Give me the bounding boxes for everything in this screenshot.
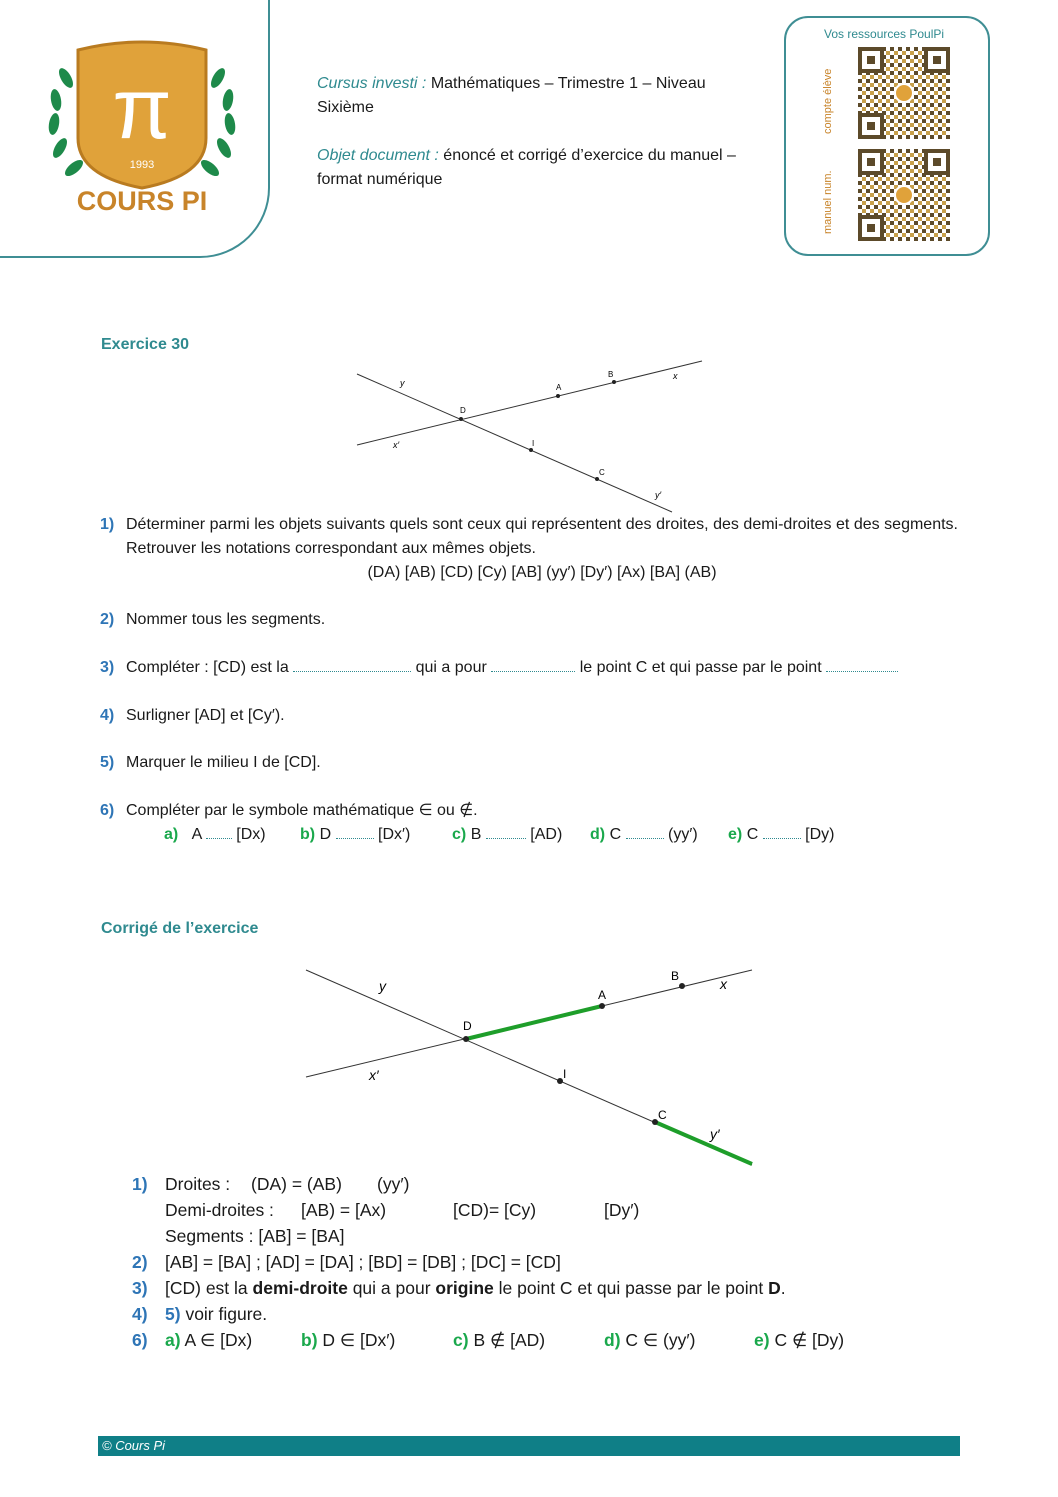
label-B: B [608, 370, 614, 379]
question-4 [100, 704, 958, 728]
line-xx-prime [357, 361, 702, 445]
item-post: (yy′) [668, 826, 698, 843]
item-pre: A [191, 826, 202, 843]
line-yy-prime [357, 374, 672, 512]
item-letter: a) [164, 826, 179, 843]
item-letter: d) [604, 1330, 621, 1350]
question-2 [100, 608, 958, 632]
label-B: B [671, 969, 680, 983]
a6-item-e [754, 1327, 844, 1353]
answer-number: 4) [132, 1304, 148, 1324]
point-A [599, 1003, 605, 1009]
footer-copyright: © Cours Pi [102, 1438, 166, 1453]
q6-item-c [452, 823, 590, 847]
droites-value-2: (yy′) [377, 1174, 410, 1194]
label-C: C [658, 1108, 667, 1122]
label-y-prime: y′ [710, 1126, 720, 1142]
item-letter: c) [453, 1330, 469, 1350]
item-pre: C [609, 826, 622, 843]
item-text: B ∉ [AD) [473, 1330, 546, 1350]
label-y: y [400, 378, 405, 388]
item-pre: B [470, 826, 482, 843]
document-meta [317, 72, 737, 216]
label-D: D [460, 406, 466, 415]
item-letter: e) [754, 1330, 770, 1350]
demi-droites-label: Demi-droites : [165, 1200, 274, 1220]
item-letter: d) [590, 826, 606, 843]
cursus-value: Mathématiques – Trimestre 1 – Niveau Sixième [317, 75, 706, 116]
q6-item-e [728, 823, 834, 847]
question-text: Nommer tous les segments. [126, 611, 326, 628]
question-6 [100, 799, 958, 823]
item-letter: b) [300, 826, 316, 843]
cours-pi-logo [44, 38, 240, 218]
label-A: A [598, 988, 607, 1002]
blank-field[interactable] [763, 824, 801, 839]
answer-number-5: 5) [165, 1304, 181, 1324]
answer-text: qui a pour [352, 1278, 431, 1298]
answer-number: 6) [132, 1330, 148, 1350]
blank-field[interactable] [206, 824, 232, 839]
answer-keyword: demi-droite [252, 1278, 348, 1298]
point-I [529, 448, 533, 452]
cursus-label: Cursus investi : [317, 75, 427, 92]
objet-label: Objet document : [317, 147, 439, 164]
answer-text: [AB] = [BA] ; [AD] = [DA] ; [BD] = [DB] ; [DC] = [CD] [165, 1252, 561, 1272]
blank-field[interactable] [486, 824, 526, 839]
question-number: 4) [100, 707, 115, 724]
question-5 [100, 751, 958, 775]
point-D [459, 417, 463, 421]
question-number: 1) [100, 516, 115, 533]
item-letter: b) [301, 1330, 318, 1350]
item-post: [Dy) [805, 826, 835, 843]
item-pre: D [319, 826, 332, 843]
item-text: D ∈ [Dx′) [322, 1330, 396, 1350]
answer-number: 1) [132, 1174, 148, 1194]
question-text: Compléter : [CD) est la [126, 659, 289, 676]
qr-title: Vos ressources PoulPi [824, 27, 945, 41]
answer-text: [CD) est la [165, 1278, 248, 1298]
question-6-items [164, 823, 834, 847]
item-pre: C [746, 826, 759, 843]
question-text: Surligner [AD] et [Cy′). [126, 707, 285, 724]
answer-text: le point C et qui passe par le point [498, 1278, 764, 1298]
question-text: Déterminer parmi les objets suivants quels sont ceux qui représentent des droites, des demi-droites et des segments. Retrouver les notations correspondant aux mêmes objets. [126, 516, 958, 557]
item-post: [Dx) [236, 826, 266, 843]
question-text: le point C et qui passe par le point [579, 659, 822, 676]
qr-label-manuel: manuel num. [822, 170, 834, 234]
answer-number: 3) [132, 1278, 148, 1298]
logo-pi-symbol: π [112, 61, 172, 157]
notations-list: (DA) [AB) [CD) [Cy) [AB] (yy′) [Dy′) [Ax) [BA] (AB) [367, 564, 717, 581]
segments-line: Segments : [AB] = [BA] [165, 1226, 345, 1246]
point-B [679, 983, 685, 989]
blank-field[interactable] [826, 657, 898, 672]
footer-bar [98, 1436, 960, 1456]
question-text: qui a pour [415, 659, 487, 676]
answer-number: 2) [132, 1252, 148, 1272]
item-text: A ∈ [Dx) [184, 1330, 253, 1350]
highlight-segment-AD [466, 1006, 602, 1039]
objet-value: énoncé et corrigé d’exercice du manuel – format numérique [317, 147, 736, 188]
a6-item-c [453, 1327, 604, 1353]
label-C: C [599, 468, 605, 477]
blank-field[interactable] [336, 824, 374, 839]
exercise-figure [350, 358, 710, 516]
correction-title: Corrigé de l’exercice [101, 920, 259, 937]
blank-field[interactable] [626, 824, 664, 839]
qr-code-compte-icon[interactable] [858, 47, 950, 139]
label-A: A [556, 383, 562, 392]
item-text: C ∈ (yy′) [625, 1330, 696, 1350]
label-y-prime: y′ [655, 490, 662, 500]
answer-4-5 [132, 1301, 952, 1327]
highlight-ray-Cy-prime [655, 1122, 752, 1164]
label-x-prime: x′ [393, 440, 400, 450]
droites-label: Droites : [165, 1174, 231, 1194]
exercise-title: Exercice 30 [101, 336, 190, 353]
item-letter: c) [452, 826, 467, 843]
answer-1 [132, 1171, 952, 1249]
q6-item-b [300, 823, 452, 847]
correction-figure [300, 962, 756, 1170]
question-number: 2) [100, 611, 115, 628]
label-y: y [379, 978, 386, 994]
blank-field[interactable] [293, 657, 411, 672]
demi-droites-value-1: [AB) = [Ax) [301, 1200, 387, 1220]
question-3 [100, 656, 958, 680]
item-letter: e) [728, 826, 743, 843]
point-A [556, 394, 560, 398]
answer-3 [132, 1275, 952, 1301]
answer-keyword: D [768, 1278, 781, 1298]
q6-item-a [164, 823, 300, 847]
label-x: x [673, 371, 678, 381]
item-text: C ∉ [Dy) [774, 1330, 845, 1350]
point-D [463, 1036, 469, 1042]
label-I: I [563, 1067, 567, 1081]
logo-year: 1993 [129, 159, 155, 171]
item-post: [AD) [530, 826, 563, 843]
point-C [595, 477, 599, 481]
label-x: x [720, 976, 727, 992]
demi-droites-value-3: [Dy′) [604, 1200, 640, 1220]
question-text: Compléter par le symbole mathématique ∈ ou ∉. [126, 802, 478, 819]
question-number: 5) [100, 754, 115, 771]
item-post: [Dx′) [378, 826, 411, 843]
answer-6 [132, 1327, 952, 1353]
blank-field[interactable] [491, 657, 575, 672]
a6-item-b [301, 1327, 453, 1353]
label-x-prime: x′ [369, 1067, 379, 1083]
a6-item-d [604, 1327, 754, 1353]
droites-value-1: (DA) = (AB) [251, 1174, 342, 1194]
answer-text: voir figure. [185, 1304, 268, 1324]
question-1 [100, 513, 958, 585]
point-B [612, 380, 616, 384]
logo-brand: COURS PI [76, 186, 208, 216]
q6-item-d [590, 823, 728, 847]
label-D: D [463, 1019, 472, 1033]
question-text: Marquer le milieu I de [CD]. [126, 754, 321, 771]
answer-2 [132, 1249, 952, 1275]
answer-period: . [780, 1278, 786, 1298]
item-letter: a) [165, 1330, 181, 1350]
question-number: 3) [100, 659, 115, 676]
qr-label-compte: compte élève [822, 68, 834, 134]
qr-code-manuel-icon[interactable] [858, 149, 950, 241]
label-I: I [532, 439, 535, 448]
question-number: 6) [100, 802, 115, 819]
demi-droites-value-2: [CD)= [Cy) [453, 1200, 537, 1220]
a6-item-a [165, 1327, 301, 1353]
answer-keyword: origine [435, 1278, 494, 1298]
